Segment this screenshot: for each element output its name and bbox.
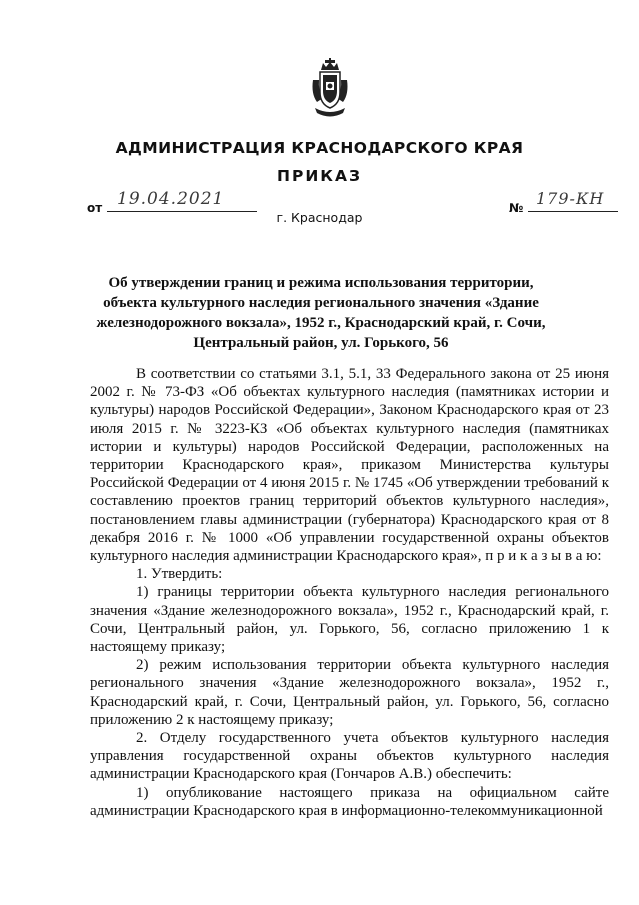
document-title: Об утверждении границ и режима использования территории, объекта культурного наследия регионального значения «Здание железнодорожного вокзала», 1952 г., Краснодарский край, г. Сочи, Центральный район, ул. Горького, 56: [96, 275, 546, 351]
date-value: 19.04.2021: [107, 189, 257, 212]
number-label: №: [509, 201, 524, 215]
document-body: [90, 365, 609, 820]
paragraph: В соответствии со статьями 3.1, 5.1, 33 Федерального закона от 25 июня 2002 г. № 73-ФЗ «Об объектах культурного наследия (памятниках истории и культуры) народов Российской Федерации», Законом Краснодарского края от 23 июля 2015 г. № 3223-КЗ «Об объектах культурного наследия (памятниках истории и культуры) народов Российской Федерации, расположенных на территории Краснодарского края», приказом Министерства культуры Российской Федерации от 4 июня 2015 г. № 1745 «Об утверждении требований к составлению проектов границ территорий объектов культурного наследия», постановлением главы администрации (губернатора) Краснодарского края от 8 декабря 2016 г. № 1000 «Об управлении государственной охраны объектов культурного наследия администрации Краснодарского края», п р и к а з ы в а ю:: [90, 366, 609, 565]
coat-of-arms-icon: [309, 58, 351, 120]
paragraph: 1. Утвердить:: [136, 566, 223, 583]
paragraph: 1) границы территории объекта культурного наследия регионального значения «Здание железнодорожного вокзала», 1952 г., Краснодарский край, г. Сочи, Центральный район, ул. Горького, 56, согласно приложению 1 к настоящему приказу;: [90, 584, 609, 656]
paragraph: 2. Отделу государственного учета объектов культурного наследия управления государственной охраны объектов культурного наследия администрации Краснодарского края (Гончаров А.В.) обеспечить:: [90, 730, 609, 783]
issuing-authority: АДМИНИСТРАЦИЯ КРАСНОДАРСКОГО КРАЯ: [115, 139, 524, 157]
place-of-issue: г. Краснодар: [276, 210, 363, 225]
date-label: от: [87, 201, 103, 215]
paragraph: 1) опубликование настоящего приказа на официальном сайте администрации Краснодарского края в информационно-телекоммуникационной: [90, 784, 609, 819]
paragraph: 2) режим использования территории объекта культурного наследия регионального значения «Здание железнодорожного вокзала», 1952 г., Краснодарский край, г. Сочи, Центральный район, ул. Горького, 56, согласно приложению 2 к настоящему приказу;: [90, 657, 609, 728]
number-value: 179-КН: [528, 189, 618, 212]
document-type: ПРИКАЗ: [277, 167, 362, 185]
